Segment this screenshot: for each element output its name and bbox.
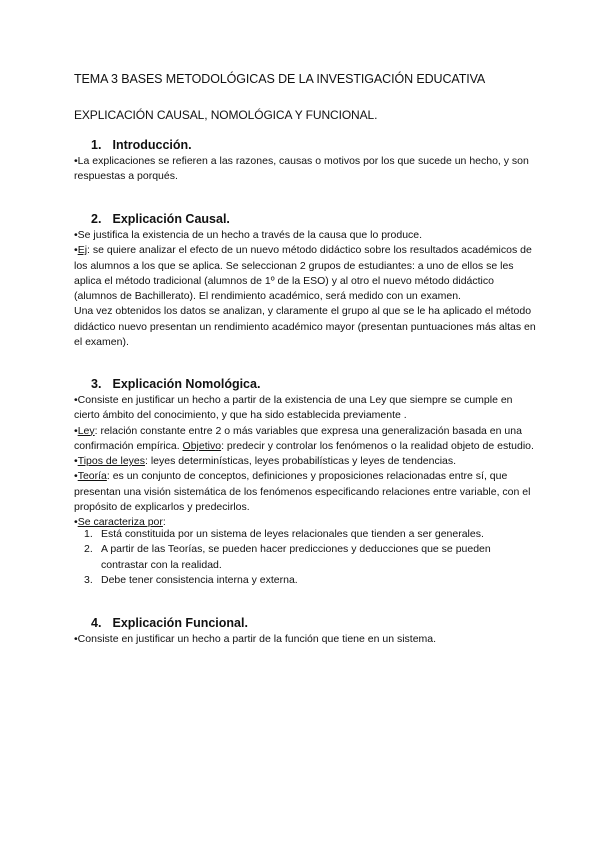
section-3-body [74,393,536,531]
caracteriza-text: : [162,516,166,529]
list-item-number: 2. [84,543,93,556]
list-item [74,573,536,588]
list-item-text: Está constituida por un sistema de leyes relacionales que tienden a ser generales. [101,528,484,540]
section-3-heading [91,377,260,391]
bullet: • [74,244,78,257]
document-title: TEMA 3 BASES METODOLÓGICAS DE LA INVESTIGACIÓN EDUCATIVA [74,72,486,86]
tipos-term: Tipos de leyes [77,455,145,468]
section-1-title: Introducción. [112,138,192,152]
document-subtitle: EXPLICACIÓN CAUSAL, NOMOLÓGICA Y FUNCIONAL. [74,108,378,122]
section-3-tipos [74,454,536,469]
bullet: • [74,516,78,529]
list-item-number: 3. [84,573,93,586]
section-2-body [74,228,536,350]
bullet: • [74,455,78,468]
section-1-body [74,154,536,185]
section-4-heading [91,616,248,630]
ley-term: Ley [77,424,95,437]
section-2-heading [91,212,230,226]
section-2-paragraph-1: •Se justifica la existencia de un hecho a través de la causa que lo produce. [74,229,423,241]
bullet: • [74,424,78,437]
section-3-teoria [74,469,536,515]
list-item-text: Debe tener consistencia interna y externa. [101,573,298,586]
tipos-text: : leyes determinísticas, leyes probabilísticas y leyes de tendencias. [145,455,457,468]
section-4-body [74,632,536,647]
caracteriza-term: Se caracteriza por [77,516,163,529]
section-1-heading [91,138,192,152]
section-3-ley [74,424,536,455]
section-3-title: Explicación Nomológica. [112,377,261,391]
list-item [74,542,536,573]
section-2-title: Explicación Causal. [112,212,230,226]
teoria-term: Teoría [77,470,107,483]
teoria-text: : es un conjunto de conceptos, definiciones y proposiciones relacionadas entre sí, que presentan una visión sistemática de los fenómenos especificando relaciones entre variable, con el propósito de explicarlos y predecirlos. [74,470,531,514]
list-item-text: A partir de las Teorías, se pueden hacer predicciones y deducciones que se pueden contrastar con la realidad. [101,543,491,571]
section-2-paragraph-3: Una vez obtenidos los datos se analizan, y claramente el grupo al que se le ha aplicado el método didáctico nuevo presentan un rendimiento académico mayor (presentan puntuaciones más altas en el examen). [74,305,536,349]
characteristics-list [74,527,536,588]
section-2-example [74,243,536,304]
ley-text: : relación constante entre 2 o más variables que expresa una generalización basada en una confirmación empírica. [74,424,522,452]
section-2-number: 2. [91,212,102,226]
section-4-title: Explicación Funcional. [112,616,248,630]
objetivo-text: : predecir y controlar los fenómenos o la realidad objeto de estudio. [221,439,534,452]
list-item-number: 1. [84,528,93,540]
bullet: • [74,470,78,483]
section-3-paragraph-1: •Consiste en justificar un hecho a partir de la existencia de una Ley que siempre se cumple en cierto ámbito del conocimiento, y que ha sido establecida previamente . [74,394,513,422]
list-item [74,527,536,542]
objetivo-term: Objetivo [182,439,222,452]
section-3-number: 3. [91,377,102,391]
example-text: : se quiere analizar el efecto de un nuevo método didáctico sobre los resultados académicos de los alumnos a los que se aplica. Se seleccionan 2 grupos de estudiantes: a uno de ellos se les aplica el método tradicional (alumnos de 1º de la ESO) y al otro el nuevo método didáctico (alumnos de Bachillerato). El rendimiento académico, será medido con un examen. [74,244,532,303]
example-term: Ej [77,244,88,257]
section-1-paragraph: •La explicaciones se refieren a las razones, causas o motivos por los que sucede un hecho, y son respuestas a porqués. [74,155,529,183]
section-1-number: 1. [91,138,102,152]
section-4-number: 4. [91,616,102,630]
section-4-paragraph: •Consiste en justificar un hecho a partir de la función que tiene en un sistema. [74,633,437,645]
